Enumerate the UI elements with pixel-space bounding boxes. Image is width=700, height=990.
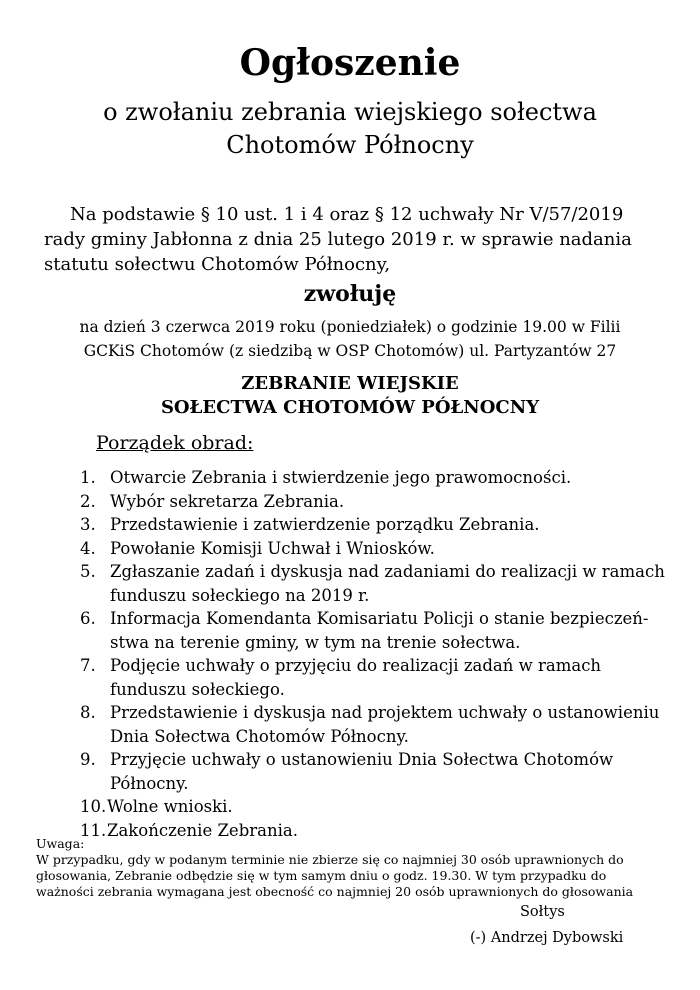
agenda-item-number: 3. <box>80 515 96 534</box>
agenda-item-number: 4. <box>80 538 96 558</box>
subtitle-line-1: o zwołaniu zebrania wiejskiego sołectwa <box>103 98 597 126</box>
agenda-item <box>0 515 700 539</box>
agenda-item-text: funduszu sołeckiego. <box>110 679 285 699</box>
intro-line-1: Na podstawie § 10 ust. 1 i 4 oraz § 12 uchwały Nr V/57/2019 <box>70 204 624 225</box>
agenda-item-text: stwa na terenie gminy, w tym na trenie sołectwa. <box>110 632 521 652</box>
agenda-item-number: 1. <box>80 468 96 487</box>
note-line-1: W przypadku, gdy w podanym terminie nie zbierze się co najmniej 30 osób uprawnionych do <box>36 852 624 867</box>
agenda-item <box>0 821 700 845</box>
agenda-item <box>0 468 700 492</box>
meeting-place-line-2: GCKiS Chotomów (z siedzibą w OSP Chotomów) ul. Partyzantów 27 <box>83 342 617 360</box>
note-line-2: głosowania, Zebranie odbędzie się w tym samym dniu o godz. 19.30. W tym przypadku do <box>36 868 607 883</box>
agenda-item-number: 5. <box>80 562 96 581</box>
meeting-time-line-1: na dzień 3 czerwca 2019 roku (poniedziałek) o godzinie 19.00 w Filii <box>79 318 621 336</box>
signature-role: Sołtys <box>520 904 565 920</box>
agenda-item-text: funduszu sołeckiego na 2019 r. <box>110 585 370 605</box>
meeting-heading-line-1: ZEBRANIE WIEJSKIE <box>241 373 459 394</box>
intro-line-3: statutu sołectwu Chotomów Północny, <box>44 254 391 275</box>
agenda-item-text: Przyjęcie uchwały o ustanowieniu Dnia Sołectwa Chotomów <box>110 750 614 769</box>
subtitle-line-2: Chotomów Północny <box>226 131 474 159</box>
agenda-item-text: Informacja Komendanta Komisariatu Policji o stanie bezpieczeń- <box>110 609 649 628</box>
agenda-item-text: Wybór sekretarza Zebrania. <box>110 491 345 511</box>
meeting-heading-line-2: SOŁECTWA CHOTOMÓW PÓŁNOCNY <box>160 397 540 418</box>
document-title: Ogłoszenie <box>239 42 461 84</box>
agenda-item-number: 7. <box>80 656 96 675</box>
agenda-item <box>0 703 700 750</box>
agenda-item-number: 9. <box>80 750 96 769</box>
note-label: Uwaga: <box>36 836 85 851</box>
agenda-item-text: Wolne wnioski. <box>107 797 233 816</box>
agenda-item-number: 10. <box>80 797 107 816</box>
agenda-item-text: Północny. <box>110 773 189 793</box>
agenda-item <box>0 750 700 797</box>
agenda-item-text: Podjęcie uchwały o przyjęciu do realizacji zadań w ramach <box>110 656 602 675</box>
agenda-item-text: Przedstawienie i zatwierdzenie porządku Zebrania. <box>110 515 540 534</box>
agenda-item <box>0 609 700 656</box>
agenda-item-text: Dnia Sołectwa Chotomów Północny. <box>110 726 409 746</box>
agenda-item-number: 11. <box>80 820 107 840</box>
agenda-item-text: Zgłaszanie zadań i dyskusja nad zadaniami do realizacji w ramach <box>110 562 665 581</box>
agenda-item-text: Zakończenie Zebrania. <box>107 820 298 840</box>
agenda-item-number: 6. <box>80 609 96 628</box>
agenda-item-number: 2. <box>80 491 96 511</box>
note-line-3: ważności zebrania wymagana jest obecność co najmniej 20 osób uprawnionych do głosowania <box>36 884 634 899</box>
agenda-item <box>0 797 700 821</box>
agenda-item-text: Otwarcie Zebrania i stwierdzenie jego prawomocności. <box>110 468 572 487</box>
convene-word: zwołuję <box>303 281 397 307</box>
agenda-item-number: 8. <box>80 703 96 722</box>
agenda-item <box>0 656 700 703</box>
signature-name: (-) Andrzej Dybowski <box>470 930 624 946</box>
agenda-item <box>0 562 700 609</box>
agenda-title: Porządek obrad: <box>96 432 254 454</box>
agenda-item <box>0 539 700 563</box>
agenda-item-text: Powołanie Komisji Uchwał i Wniosków. <box>110 538 435 558</box>
agenda-item-text: Przedstawienie i dyskusja nad projektem uchwały o ustanowieniu <box>110 703 660 722</box>
intro-line-2: rady gminy Jabłonna z dnia 25 lutego 2019 r. w sprawie nadania <box>44 229 632 250</box>
agenda-item <box>0 492 700 516</box>
